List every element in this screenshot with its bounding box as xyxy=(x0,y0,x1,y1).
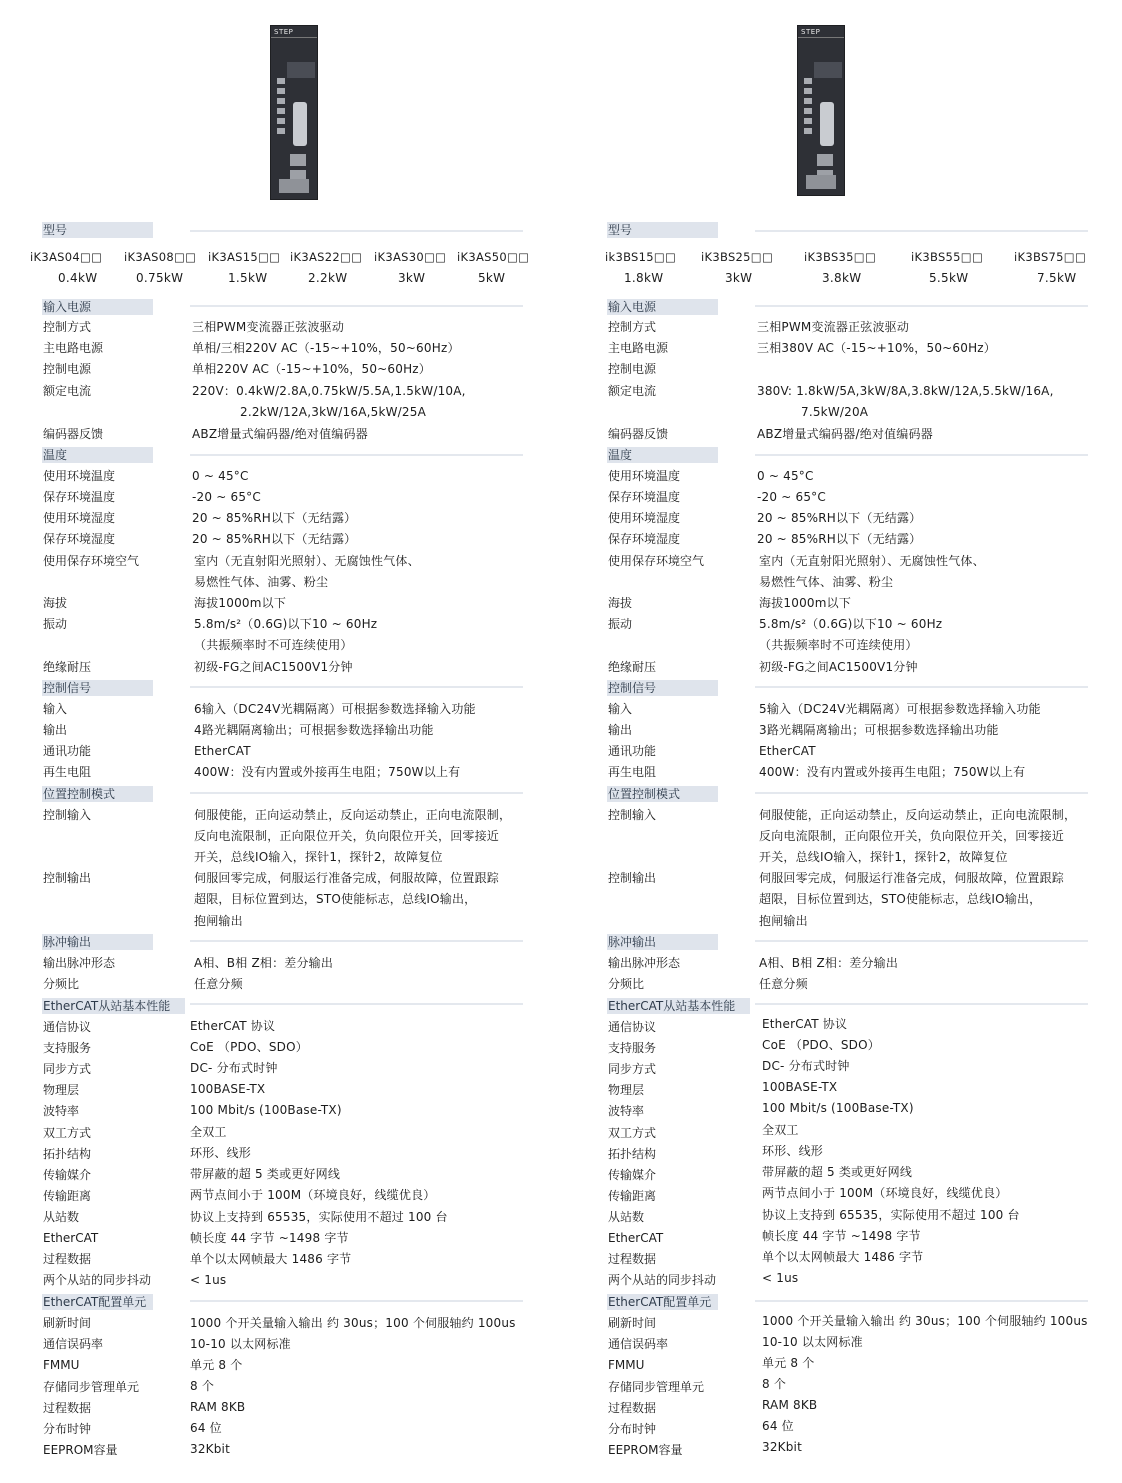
spec-label: 振动 xyxy=(43,617,68,631)
section-input-power: 输入电源 xyxy=(42,299,153,315)
spec-value: 32Kbit xyxy=(190,1442,230,1456)
spec-value: A相、B相 Z相：差分输出 xyxy=(194,956,334,970)
servo-drive-photo: STEP xyxy=(270,25,318,200)
spec-value: 单元 8 个 xyxy=(190,1358,243,1372)
model-name: iK3BS75□□ xyxy=(1014,250,1087,264)
spec-value: 反向电流限制，正向限位开关，负向限位开关，回零接近 xyxy=(759,829,1065,843)
spec-label: 传输媒介 xyxy=(43,1168,92,1182)
spec-label: 分布时钟 xyxy=(43,1422,92,1436)
spec-value: 开关，总线IO输入，探针1，探针2，故障复位 xyxy=(759,850,1008,864)
section-temperature: 温度 xyxy=(607,447,718,463)
spec-label: 控制输出 xyxy=(608,871,657,885)
spec-value: 带屏蔽的超 5 类或更好网线 xyxy=(762,1165,913,1179)
spec-value: 400W：没有内置或外接再生电阻；750W以上有 xyxy=(759,765,1026,779)
model-power: 3kW xyxy=(725,271,753,285)
spec-label: 通信协议 xyxy=(43,1020,92,1034)
spec-label: 使用环境湿度 xyxy=(608,511,681,525)
spec-value: （共振频率时不可连续使用） xyxy=(759,638,918,652)
spec-value: 20 ~ 85%RH以下（无结露） xyxy=(192,511,357,525)
spec-label: 物理层 xyxy=(608,1083,645,1097)
spec-value: < 1us xyxy=(190,1273,227,1287)
section-model: 型号 xyxy=(607,222,718,238)
spec-value: 任意分频 xyxy=(759,977,808,991)
spec-value: 6输入（DC24V光耦隔离）可根据参数选择输入功能 xyxy=(194,702,476,716)
spec-value: -20 ~ 65°C xyxy=(192,490,261,504)
spec-value: 初级-FG之间AC1500V1分钟 xyxy=(194,660,353,674)
model-power: 1.8kW xyxy=(624,271,664,285)
spec-value: 8 个 xyxy=(762,1377,787,1391)
spec-value: 两节点间小于 100M（环境良好，线缆优良） xyxy=(190,1188,436,1202)
spec-label: 使用保存环境空气 xyxy=(608,554,705,568)
spec-value: 20 ~ 85%RH以下（无结露） xyxy=(757,511,922,525)
model-name: iK3AS04□□ xyxy=(30,250,103,264)
spec-value: 3路光耦隔离输出；可根据参数选择输出功能 xyxy=(759,723,999,737)
spec-label: 分布时钟 xyxy=(608,1422,657,1436)
spec-label: 输出 xyxy=(43,723,68,737)
spec-label: 通信误码率 xyxy=(43,1337,104,1351)
spec-label: 通讯功能 xyxy=(608,744,657,758)
model-power: 5.5kW xyxy=(929,271,969,285)
spec-value: 100 Mbit/s (100Base-TX) xyxy=(762,1101,914,1115)
spec-label: 传输距离 xyxy=(608,1189,657,1203)
spec-label: 输入 xyxy=(608,702,633,716)
spec-label: 再生电阻 xyxy=(608,765,657,779)
spec-value: 反向电流限制，正向限位开关，负向限位开关，回零接近 xyxy=(194,829,500,843)
spec-value: EtherCAT 协议 xyxy=(762,1017,848,1031)
section-pulse-output: 脉冲输出 xyxy=(607,934,718,950)
spec-label: 波特率 xyxy=(43,1104,80,1118)
spec-label: 控制方式 xyxy=(43,320,92,334)
spec-label: 控制输入 xyxy=(608,808,657,822)
spec-label: 额定电流 xyxy=(608,384,657,398)
section-model: 型号 xyxy=(42,222,153,238)
spec-label: 支持服务 xyxy=(43,1041,92,1055)
spec-value: 超限，目标位置到达，STO使能标志，总线IO输出， xyxy=(759,892,1042,906)
spec-value: 2.2kW/12A,3kW/16A,5kW/25A xyxy=(240,405,426,419)
section-temperature: 温度 xyxy=(42,447,153,463)
model-name: iK3BS25□□ xyxy=(701,250,774,264)
spec-value: 20 ~ 85%RH以下（无结露） xyxy=(192,532,357,546)
section-ethercat-slave: EtherCAT从站基本性能 xyxy=(607,998,750,1014)
spec-label: 使用环境温度 xyxy=(608,469,681,483)
spec-label: 海拔 xyxy=(43,596,68,610)
spec-value: 抱闸输出 xyxy=(194,914,243,928)
spec-value: 4路光耦隔离输出；可根据参数选择输出功能 xyxy=(194,723,434,737)
spec-value: 伺服回零完成，伺服运行准备完成，伺服故障，位置跟踪 xyxy=(194,871,500,885)
spec-value: 协议上支持到 65535，实际使用不超过 100 台 xyxy=(762,1208,1020,1222)
spec-label: 过程数据 xyxy=(43,1252,92,1266)
spec-value: 0 ~ 45°C xyxy=(757,469,814,483)
spec-value: EtherCAT xyxy=(759,744,816,758)
section-position-control: 位置控制模式 xyxy=(607,786,718,802)
spec-value: 超限，目标位置到达，STO使能标志，总线IO输出， xyxy=(194,892,477,906)
spec-value: 单相/三相220V AC（-15~+10%，50~60Hz） xyxy=(192,341,460,355)
spec-label: 保存环境湿度 xyxy=(43,532,116,546)
spec-value: 伺服使能，正向运动禁止，反向运动禁止，正向电流限制， xyxy=(194,808,512,822)
spec-value: 220V：0.4kW/2.8A,0.75kW/5.5A,1.5kW/10A, xyxy=(192,384,466,398)
spec-value: 64 位 xyxy=(762,1419,794,1433)
spec-value: CoE （PDO、SDO） xyxy=(190,1040,308,1054)
spec-value: DC- 分布式时钟 xyxy=(762,1059,850,1073)
spec-value: ABZ增量式编码器/绝对值编码器 xyxy=(192,427,368,441)
spec-label: 两个从站的同步抖动 xyxy=(43,1273,152,1287)
section-control-signal: 控制信号 xyxy=(42,680,153,696)
model-power: 2.2kW xyxy=(308,271,348,285)
spec-label: 存储同步管理单元 xyxy=(608,1380,705,1394)
spec-label: 两个从站的同步抖动 xyxy=(608,1273,717,1287)
spec-label: 传输距离 xyxy=(43,1189,92,1203)
spec-value: 三相380V AC（-15~+10%，50~60Hz） xyxy=(757,341,997,355)
spec-label: 双工方式 xyxy=(608,1126,657,1140)
section-control-signal: 控制信号 xyxy=(607,680,718,696)
spec-value: 两节点间小于 100M（环境良好，线缆优良） xyxy=(762,1186,1008,1200)
spec-value: 开关，总线IO输入，探针1，探针2，故障复位 xyxy=(194,850,443,864)
spec-label: 支持服务 xyxy=(608,1041,657,1055)
spec-value: 5.8m/s²（0.6G)以下10 ~ 60Hz xyxy=(194,617,378,631)
section-ethercat-slave: EtherCAT从站基本性能 xyxy=(42,998,185,1014)
spec-label: 从站数 xyxy=(608,1210,645,1224)
spec-value: 易燃性气体、油雾、粉尘 xyxy=(194,575,329,589)
spec-value: 任意分频 xyxy=(194,977,243,991)
spec-label: 控制电源 xyxy=(43,362,92,376)
spec-label: 主电路电源 xyxy=(43,341,104,355)
spec-value: 室内（无直射阳光照射）、无腐蚀性气体、 xyxy=(194,554,420,568)
spec-value: -20 ~ 65°C xyxy=(757,490,826,504)
spec-value: 380V: 1.8kW/5A,3kW/8A,3.8kW/12A,5.5kW/16A, xyxy=(757,384,1054,398)
spec-value: 抱闸输出 xyxy=(759,914,808,928)
spec-value: 海拔1000m以下 xyxy=(759,596,852,610)
model-name: iK3AS30□□ xyxy=(374,250,447,264)
spec-label: 分频比 xyxy=(608,977,645,991)
spec-value: RAM 8KB xyxy=(762,1398,818,1412)
spec-value: 环形、线形 xyxy=(190,1146,252,1160)
spec-label: FMMU xyxy=(43,1358,80,1372)
spec-label: 从站数 xyxy=(43,1210,80,1224)
spec-value: 帧长度 44 字节 ~1498 字节 xyxy=(762,1229,921,1243)
spec-label: 编码器反馈 xyxy=(43,427,104,441)
spec-label: 控制电源 xyxy=(608,362,657,376)
spec-label: 物理层 xyxy=(43,1083,80,1097)
spec-value: 海拔1000m以下 xyxy=(194,596,287,610)
section-position-control: 位置控制模式 xyxy=(42,786,153,802)
section-pulse-output: 脉冲输出 xyxy=(42,934,153,950)
spec-value: CoE （PDO、SDO） xyxy=(762,1038,880,1052)
spec-label: 保存环境湿度 xyxy=(608,532,681,546)
spec-label: 海拔 xyxy=(608,596,633,610)
spec-label: 保存环境温度 xyxy=(43,490,116,504)
spec-value: 100BASE-TX xyxy=(762,1080,838,1094)
spec-label: 分频比 xyxy=(43,977,80,991)
spec-value: （共振频率时不可连续使用） xyxy=(194,638,353,652)
spec-label: 绝缘耐压 xyxy=(608,660,657,674)
spec-label: 拓扑结构 xyxy=(608,1147,657,1161)
spec-value: 32Kbit xyxy=(762,1440,802,1454)
spec-value: 1000 个开关量输入输出 约 30us；100 个伺服轴约 100us xyxy=(190,1316,516,1330)
spec-label: 输入 xyxy=(43,702,68,716)
spec-value: 三相PWM变流器正弦波驱动 xyxy=(757,320,910,334)
spec-value: 单相220V AC（-15~+10%，50~60Hz） xyxy=(192,362,432,376)
model-name: iK3AS22□□ xyxy=(290,250,363,264)
model-power: 0.4kW xyxy=(58,271,98,285)
spec-label: 振动 xyxy=(608,617,633,631)
spec-label: 过程数据 xyxy=(608,1252,657,1266)
spec-value: 400W：没有内置或外接再生电阻；750W以上有 xyxy=(194,765,461,779)
spec-value: 协议上支持到 65535，实际使用不超过 100 台 xyxy=(190,1210,448,1224)
spec-value: 环形、线形 xyxy=(762,1144,824,1158)
spec-value: 5.8m/s²（0.6G)以下10 ~ 60Hz xyxy=(759,617,943,631)
spec-label: FMMU xyxy=(608,1358,645,1372)
spec-value: 5输入（DC24V光耦隔离）可根据参数选择输入功能 xyxy=(759,702,1041,716)
spec-value: 8 个 xyxy=(190,1379,215,1393)
spec-label: 拓扑结构 xyxy=(43,1147,92,1161)
spec-value: 单个以太网帧最大 1486 字节 xyxy=(762,1250,924,1264)
spec-value: 10-10 以太网标准 xyxy=(762,1335,863,1349)
spec-label: 同步方式 xyxy=(43,1062,92,1076)
spec-label: 通信误码率 xyxy=(608,1337,669,1351)
spec-value: 100 Mbit/s (100Base-TX) xyxy=(190,1103,342,1117)
spec-label: 控制输入 xyxy=(43,808,92,822)
spec-label: 通讯功能 xyxy=(43,744,92,758)
spec-value: 10-10 以太网标准 xyxy=(190,1337,291,1351)
spec-label: 波特率 xyxy=(608,1104,645,1118)
spec-value: 64 位 xyxy=(190,1421,222,1435)
spec-label: 通信协议 xyxy=(608,1020,657,1034)
spec-value: 伺服回零完成，伺服运行准备完成，伺服故障，位置跟踪 xyxy=(759,871,1065,885)
spec-value: 全双工 xyxy=(190,1125,227,1139)
model-power: 1.5kW xyxy=(228,271,268,285)
spec-value: 易燃性气体、油雾、粉尘 xyxy=(759,575,894,589)
model-name: iK3BS35□□ xyxy=(804,250,877,264)
model-power: 3kW xyxy=(398,271,426,285)
section-input-power: 输入电源 xyxy=(607,299,718,315)
spec-value: RAM 8KB xyxy=(190,1400,246,1414)
spec-label: 过程数据 xyxy=(608,1401,657,1415)
spec-label: 保存环境温度 xyxy=(608,490,681,504)
spec-value: EtherCAT 协议 xyxy=(190,1019,276,1033)
spec-value: EtherCAT xyxy=(194,744,251,758)
spec-label: 编码器反馈 xyxy=(608,427,669,441)
spec-label: 额定电流 xyxy=(43,384,92,398)
spec-label: 绝缘耐压 xyxy=(43,660,92,674)
spec-value: ABZ增量式编码器/绝对值编码器 xyxy=(757,427,933,441)
spec-value: 三相PWM变流器正弦波驱动 xyxy=(192,320,345,334)
spec-value: 100BASE-TX xyxy=(190,1082,266,1096)
model-power: 0.75kW xyxy=(136,271,184,285)
spec-label: EEPROM容量 xyxy=(608,1443,683,1457)
spec-label: 再生电阻 xyxy=(43,765,92,779)
spec-label: 使用环境湿度 xyxy=(43,511,116,525)
spec-label: 传输媒介 xyxy=(608,1168,657,1182)
spec-value: 单元 8 个 xyxy=(762,1356,815,1370)
model-name: iK3AS50□□ xyxy=(457,250,530,264)
model-name: iK3AS08□□ xyxy=(124,250,197,264)
spec-value: 伺服使能，正向运动禁止，反向运动禁止，正向电流限制， xyxy=(759,808,1077,822)
section-ethercat-config: EtherCAT配置单元 xyxy=(607,1294,718,1310)
spec-value: 带屏蔽的超 5 类或更好网线 xyxy=(190,1167,341,1181)
spec-label: 输出脉冲形态 xyxy=(43,956,116,970)
spec-label: EEPROM容量 xyxy=(43,1443,118,1457)
spec-value: 初级-FG之间AC1500V1分钟 xyxy=(759,660,918,674)
spec-label: 控制方式 xyxy=(608,320,657,334)
spec-value: 1000 个开关量输入输出 约 30us；100 个伺服轴约 100us xyxy=(762,1314,1088,1328)
spec-value: 单个以太网帧最大 1486 字节 xyxy=(190,1252,352,1266)
model-power: 3.8kW xyxy=(822,271,862,285)
spec-value: 0 ~ 45°C xyxy=(192,469,249,483)
spec-label: 输出脉冲形态 xyxy=(608,956,681,970)
spec-value: 20 ~ 85%RH以下（无结露） xyxy=(757,532,922,546)
servo-drive-photo: STEP xyxy=(797,25,845,196)
spec-value: 帧长度 44 字节 ~1498 字节 xyxy=(190,1231,349,1245)
model-name: iK3BS55□□ xyxy=(911,250,984,264)
spec-value: 室内（无直射阳光照射）、无腐蚀性气体、 xyxy=(759,554,985,568)
spec-value: < 1us xyxy=(762,1271,799,1285)
spec-label: 刷新时间 xyxy=(43,1316,92,1330)
spec-label: EtherCAT xyxy=(43,1231,99,1245)
spec-label: 输出 xyxy=(608,723,633,737)
spec-label: 双工方式 xyxy=(43,1126,92,1140)
spec-label: EtherCAT xyxy=(608,1231,664,1245)
spec-value: DC- 分布式时钟 xyxy=(190,1061,278,1075)
spec-label: 使用环境温度 xyxy=(43,469,116,483)
model-power: 7.5kW xyxy=(1037,271,1077,285)
spec-label: 刷新时间 xyxy=(608,1316,657,1330)
model-name: iK3AS15□□ xyxy=(208,250,281,264)
spec-label: 控制输出 xyxy=(43,871,92,885)
model-name: ik3BS15□□ xyxy=(605,250,677,264)
spec-value: A相、B相 Z相：差分输出 xyxy=(759,956,899,970)
section-ethercat-config: EtherCAT配置单元 xyxy=(42,1294,153,1310)
model-power: 5kW xyxy=(478,271,506,285)
spec-label: 主电路电源 xyxy=(608,341,669,355)
spec-label: 过程数据 xyxy=(43,1401,92,1415)
spec-label: 同步方式 xyxy=(608,1062,657,1076)
spec-label: 使用保存环境空气 xyxy=(43,554,140,568)
spec-value: 7.5kW/20A xyxy=(801,405,869,419)
spec-label: 存储同步管理单元 xyxy=(43,1380,140,1394)
spec-value: 全双工 xyxy=(762,1123,799,1137)
